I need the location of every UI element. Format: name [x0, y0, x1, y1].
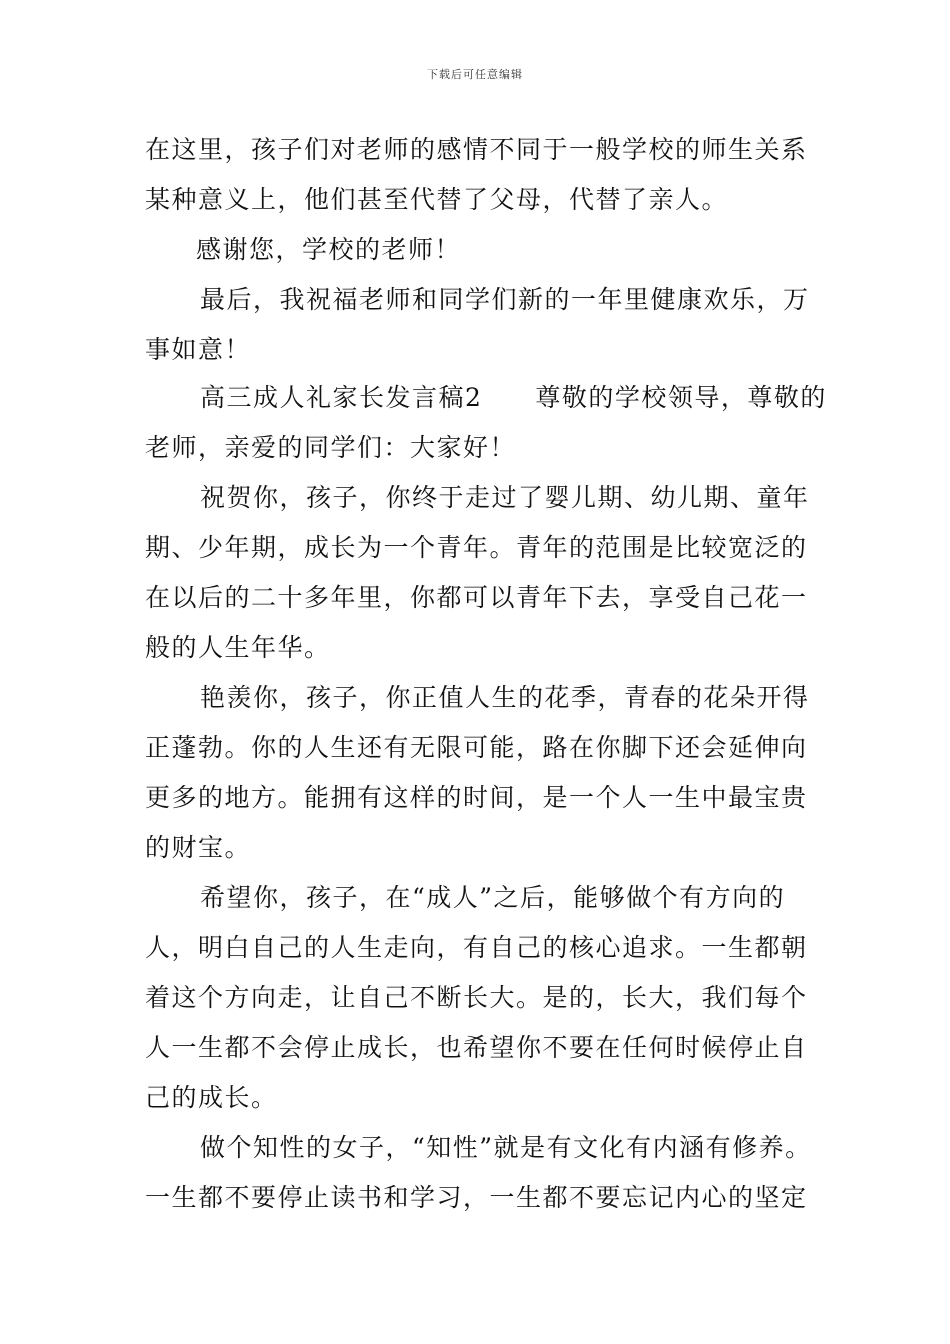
text-line: 希望你，孩子，在“成人”之后，能够做个有方向的 [200, 883, 786, 912]
text-line: 高三成人礼家长发言稿2 尊敬的学校领导，尊敬的 [200, 383, 827, 412]
text-line: 在以后的二十多年里，你都可以青年下去，享受自己花一 [145, 583, 808, 612]
text-line: 更多的地方。能拥有这样的时间，是一个人一生中最宝贵 [145, 783, 808, 812]
text-line: 老师，亲爱的同学们：大家好！ [145, 433, 517, 462]
text-line: 人一生都不会停止成长，也希望你不要在任何时候停止自 [145, 1033, 808, 1062]
text-line: 人，明白自己的人生走向，有自己的核心追求。一生都朝 [145, 933, 808, 962]
text-line: 做个知性的女子，“知性”就是有文化有内涵有修养。 [200, 1133, 812, 1162]
text-line: 着这个方向走，让自己不断长大。是的，长大，我们每个 [145, 983, 808, 1012]
text-line: 正蓬勃。你的人生还有无限可能，路在你脚下还会延伸向 [145, 733, 808, 762]
text-line: 己的成长。 [145, 1083, 278, 1112]
text-line: 的财宝。 [145, 833, 252, 862]
text-line: 般的人生年华。 [145, 633, 331, 662]
text-line: 某种意义上，他们甚至代替了父母，代替了亲人。 [145, 185, 729, 214]
text-line: 感谢您，学校的老师！ [196, 235, 462, 264]
text-line: 祝贺你，孩子，你终于走过了婴儿期、幼儿期、童年 [200, 483, 810, 512]
text-line: 期、少年期，成长为一个青年。青年的范围是比较宽泛的 [145, 533, 808, 562]
text-line: 最后，我祝福老师和同学们新的一年里健康欢乐，万 [200, 285, 810, 314]
page-header: 下载后可任意编辑 [427, 68, 523, 81]
text-line: 事如意！ [145, 335, 252, 364]
text-line: 在这里，孩子们对老师的感情不同于一般学校的师生关系 [145, 135, 808, 164]
text-line: 艳羡你，孩子，你正值人生的花季，青春的花朵开得 [200, 683, 810, 712]
text-line: 一生都不要停止读书和学习，一生都不要忘记内心的坚定 [145, 1183, 808, 1212]
